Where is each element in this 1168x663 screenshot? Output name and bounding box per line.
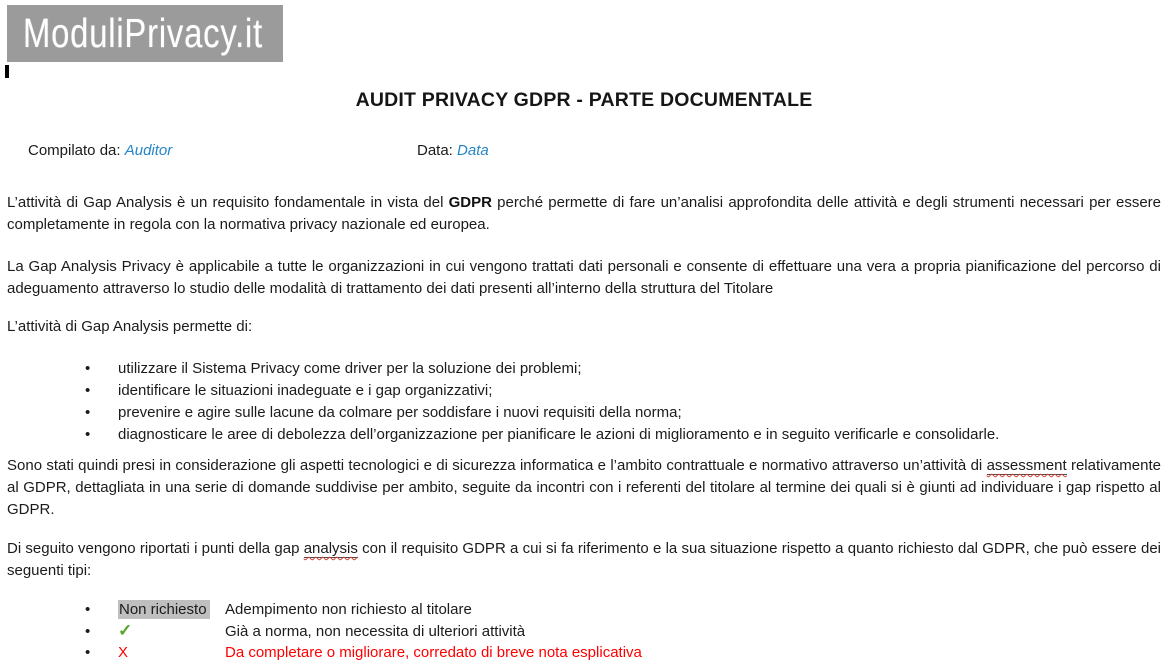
paragraph-assessment [7,455,1161,521]
bullet-glyph: • [85,601,91,618]
list-item-text: prevenire e agire sulle lacune da colmare per soddisfare i nuovi requisiti della norma; [118,404,682,421]
list-item-text: diagnosticare le aree di debolezza dell’organizzazione per pianificare le azioni di miglioramento e in seguito verificarle e consolidarle. [118,426,1000,443]
list-item [85,380,1161,402]
highlighted-text: Non richiesto [118,600,210,619]
date-label: Data: [417,142,453,159]
bullet-glyph: • [85,623,91,640]
paragraph-text: Sono stati quindi presi in considerazione gli aspetti tecnologici e di sicurezza informatica e l’ambito contrattuale e normativo attraverso un’attività di [7,457,987,474]
legend-row-not-required [7,599,1161,620]
date-field[interactable]: Data [457,142,489,159]
text-cursor [5,65,9,78]
bullet-glyph: • [85,644,91,661]
status-marker-not-required [118,599,225,620]
paragraph-text: relativamente al GDPR, dettagliata in una serie di domande suddivise per ambito, seguite da incontri con i referenti del titolare al termine dei quali si è giunti ad individuare i gap rispetto al GDPR. [7,457,1161,518]
list-item [85,424,1161,446]
status-description: Da completare o migliorare, corredato di breve nota esplicativa [225,644,642,661]
legend-row-compliant [7,620,1161,642]
list-item [85,358,1161,380]
legend-row-to-complete [7,642,1161,663]
document-page [0,5,1168,663]
paragraph-gap-analysis-intro [7,192,1161,236]
paragraph-legend-lead-in [7,538,1161,582]
gdpr-bold-term: GDPR [448,194,492,211]
compiled-by-group [28,142,172,159]
paragraph-applicability: La Gap Analysis Privacy è applicabile a tutte le organizzazioni in cui vengono trattati dati personali e consente di effettuare una vera a propria pianificazione del percorso di adeguamento attraverso lo studio delle modalità di trattamento dei dati presenti all’interno della struttura del Titolare [7,258,1161,297]
list-item-text: utilizzare il Sistema Privacy come driver per la soluzione dei problemi; [118,360,582,377]
paragraph-text: L’attività di Gap Analysis è un requisito fondamentale in vista del [7,194,449,211]
checkmark-icon: ✓ [118,621,133,640]
compiled-by-field[interactable]: Auditor [124,142,173,159]
logo-text: ModuliPrivacy.it [23,10,264,56]
moduli-privacy-logo [7,5,283,62]
bullet-glyph: • [85,382,91,399]
bullet-glyph: • [85,426,91,443]
status-legend [7,599,1161,663]
paragraph-text: perché permette di fare un’analisi approfondita delle attività e degli strumenti necessari per essere completamente in regola con la normativa privacy nazionale ed europea. [7,194,1161,233]
status-description: Adempimento non richiesto al titolare [225,601,472,618]
spellcheck-word: analysis [303,540,358,557]
meta-line [7,142,1161,161]
bullet-glyph: • [85,404,91,421]
x-mark-icon: X [118,644,129,661]
paragraph-list-lead-in: L’attività di Gap Analysis permette di: [7,318,253,335]
compiled-by-label: Compilato da: [28,142,121,159]
bullet-glyph: • [85,360,91,377]
date-group [417,142,489,159]
list-item [85,402,1161,424]
spellcheck-word: assessment [986,457,1067,474]
benefits-list [7,358,1161,446]
status-description: Già a norma, non necessita di ulteriori attività [225,623,526,640]
paragraph-text: Di seguito vengono riportati i punti della gap [7,540,304,557]
list-item-text: identificare le situazioni inadeguate e i gap organizzativi; [118,382,493,399]
paragraph-text: con il requisito GDPR a cui si fa riferimento e la sua situazione rispetto a quanto richiesto dal GDPR, che può essere dei seguenti tipi: [7,540,1162,579]
document-body [7,192,1161,663]
page-title: AUDIT PRIVACY GDPR - PARTE DOCUMENTALE [355,89,813,111]
